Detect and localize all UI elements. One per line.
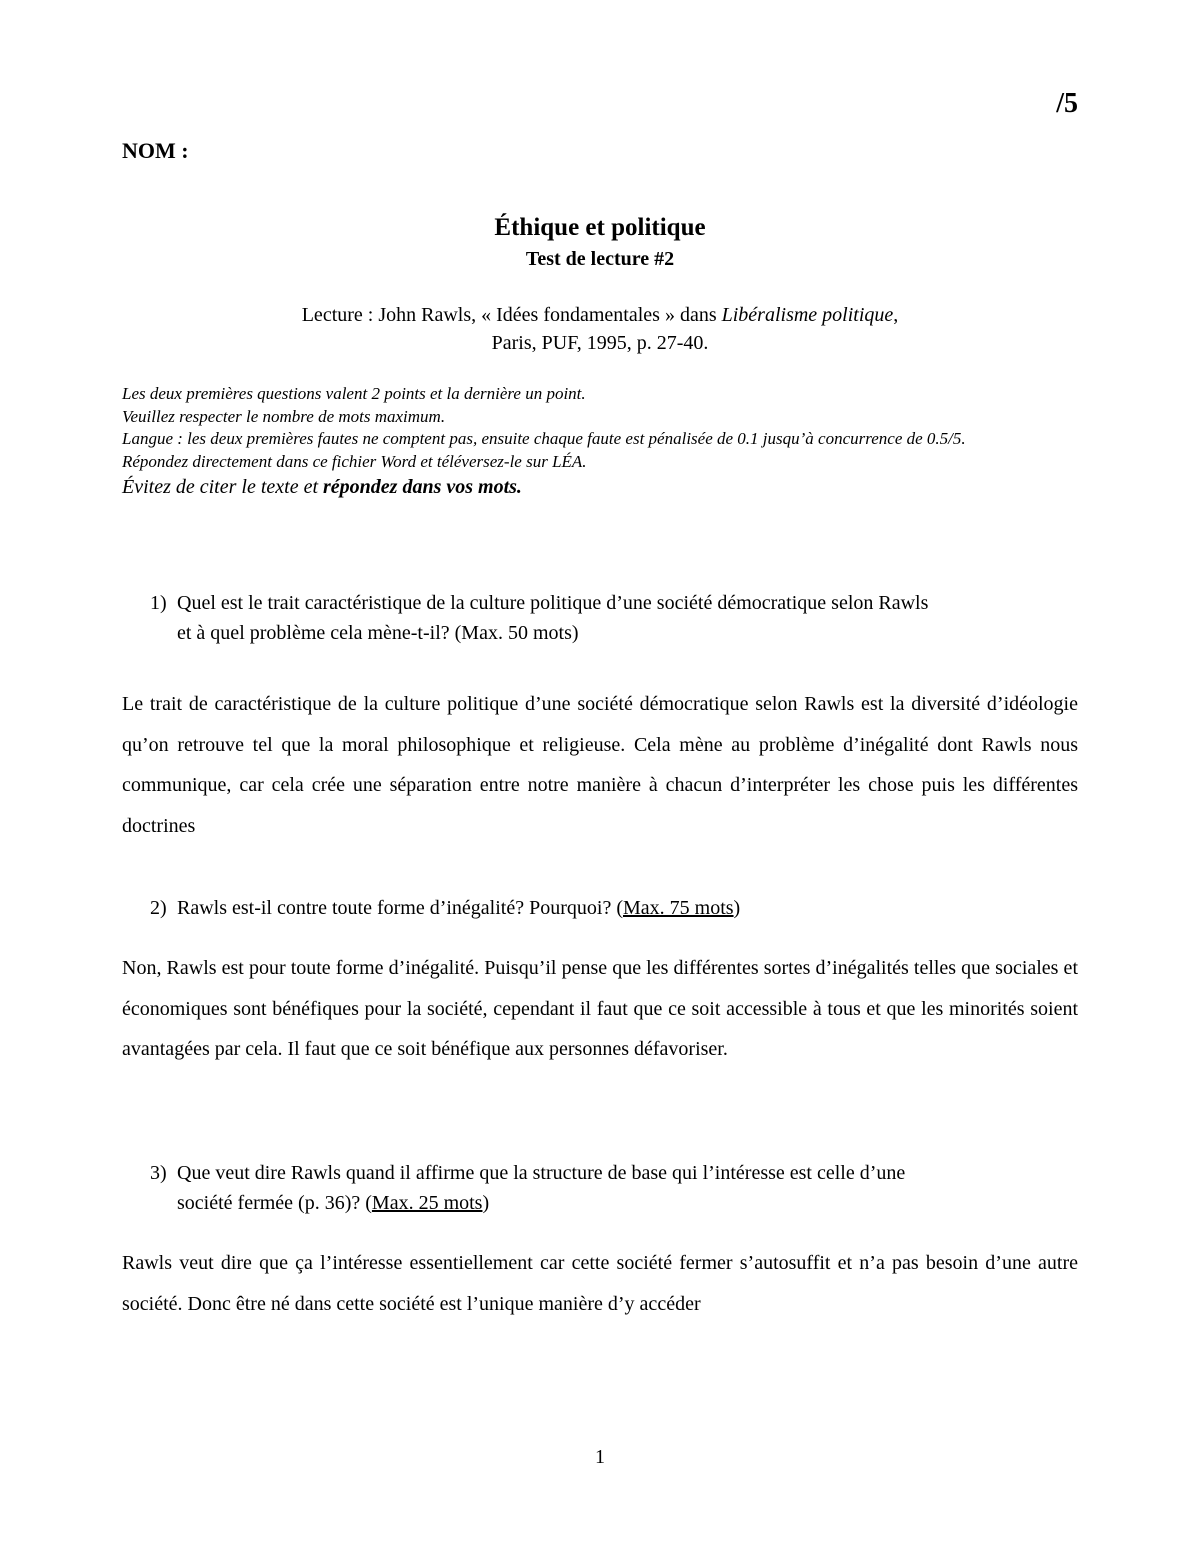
reading-prefix: Lecture : John Rawls, « Idées fondamentales » dans <box>301 304 722 326</box>
page-number: 1 <box>595 1446 605 1468</box>
question-number: 3) <box>150 1162 167 1184</box>
question-close: ) <box>733 897 741 919</box>
question-close: ) <box>482 1192 490 1214</box>
question-max-words: Max. 25 mots <box>371 1192 483 1214</box>
question-text-continued: et à quel problème cela mène-t-il? (Max. 50 mots) <box>177 622 579 644</box>
instruction-bold: répondez dans vos mots. <box>323 476 522 498</box>
question-number: 1) <box>150 592 167 614</box>
question-text: Quel est le trait caractéristique de la culture politique d’une société démocratique selon Rawls <box>177 592 929 614</box>
instructions <box>122 383 1082 501</box>
reading-suffix: , <box>893 304 899 326</box>
instruction-line-emphasis <box>122 473 1082 501</box>
reading-line-2: Paris, PUF, 1995, p. 27-40. <box>491 332 709 354</box>
question-2 <box>150 893 1080 923</box>
instruction-plain: Évitez de citer le texte et <box>122 476 324 498</box>
instruction-line: Veuillez respecter le nombre de mots maximum. <box>122 406 446 426</box>
name-label: NOM : <box>122 138 189 163</box>
question-text: Rawls est-il contre toute forme d’inégalité? Pourquoi? ( <box>177 897 623 919</box>
document-subtitle: Test de lecture #2 <box>525 248 675 270</box>
instruction-line: Répondez directement dans ce fichier Word et téléversez-le sur LÉA. <box>122 451 587 471</box>
instruction-line: Langue : les deux premières fautes ne comptent pas, ensuite chaque faute est pénalisée de 0.1 jusqu’à concurrence de 0.5/5. <box>122 429 966 448</box>
answer-2[interactable]: Non, Rawls est pour toute forme d’inégalité. Puisqu’il pense que les différentes sortes d’inégalités telles que sociales et économiques sont bénéfiques pour la société, cependant il faut que ce soit accessible à tous et que les minorités soient avantagées par cela. Il faut que ce soit bénéfique aux personnes défavoriser. <box>122 957 1078 1060</box>
score-total: /5 <box>1056 88 1078 119</box>
question-text-line2: société fermée (p. 36)? ( <box>177 1192 372 1214</box>
answer-3[interactable]: Rawls veut dire que ça l’intéresse essentiellement car cette société fermer s’autosuffit et n’a pas besoin d’une autre société. Donc être né dans cette société est l’unique manière d’y accéder <box>122 1252 1078 1315</box>
answer-1[interactable]: Le trait de caractéristique de la culture politique d’une société démocratique selon Rawls est la diversité d’idéologie qu’on retrouve tel que la moral philosophique et religieuse. Cela mène au problème d’inégalité dont Rawls nous communique, car cela crée une séparation entre notre manière à chacun d’interpréter les chose puis les différentes doctrines <box>122 693 1078 837</box>
question-text-continued <box>150 1188 1080 1218</box>
question-1 <box>150 588 1080 648</box>
instruction-line: Les deux premières questions valent 2 points et la dernière un point. <box>122 384 586 403</box>
question-text: Que veut dire Rawls quand il affirme que la structure de base qui l’intéresse est celle d’une <box>177 1162 906 1184</box>
reading-book-title: Libéralisme politique <box>721 304 894 326</box>
question-number: 2) <box>150 897 167 919</box>
reading-reference <box>0 301 1200 357</box>
question-3 <box>150 1158 1080 1218</box>
reading-line-1 <box>0 301 1200 329</box>
document-title: Éthique et politique <box>494 214 706 241</box>
question-max-words: Max. 75 mots <box>622 897 734 919</box>
